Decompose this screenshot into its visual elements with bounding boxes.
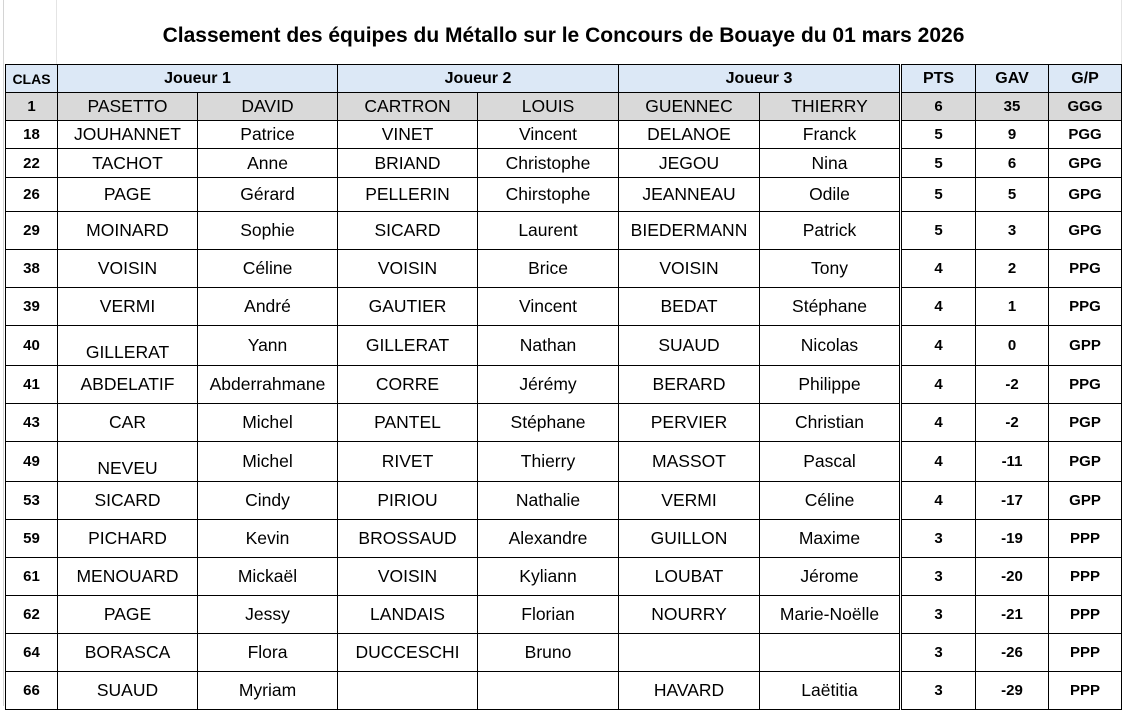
points-cell: 4: [901, 366, 976, 404]
table-row: [6, 149, 1122, 178]
rank-cell: 49: [6, 442, 58, 482]
player2-lastname: BROSSAUD: [338, 520, 478, 558]
rank-cell: 66: [6, 672, 58, 710]
rank-cell: 62: [6, 596, 58, 634]
win-loss-cell: GPP: [1049, 482, 1122, 520]
player2-lastname: SICARD: [338, 212, 478, 250]
goal-average-cell: -21: [976, 596, 1049, 634]
player2-firstname: Thierry: [478, 442, 619, 482]
player2-firstname: Chirstophe: [478, 178, 619, 212]
player3-lastname: MASSOT: [619, 442, 760, 482]
header-gav: GAV: [976, 65, 1049, 93]
player1-lastname: PAGE: [58, 596, 198, 634]
player3-firstname: Christian: [760, 404, 901, 442]
player2-firstname: Vincent: [478, 288, 619, 326]
player3-lastname: BIEDERMANN: [619, 212, 760, 250]
player2-lastname: PELLERIN: [338, 178, 478, 212]
player3-firstname: [760, 634, 901, 672]
goal-average-cell: 0: [976, 326, 1049, 366]
goal-average-cell: 1: [976, 288, 1049, 326]
player2-lastname: [338, 672, 478, 710]
player1-lastname: CAR: [58, 404, 198, 442]
header-gp: G/P: [1049, 65, 1122, 93]
table-row: [6, 93, 1122, 121]
goal-average-cell: -26: [976, 634, 1049, 672]
points-cell: 5: [901, 121, 976, 149]
table-row: [6, 558, 1122, 596]
table-row: [6, 326, 1122, 366]
player3-lastname: GUENNEC: [619, 93, 760, 121]
points-cell: 5: [901, 178, 976, 212]
rank-cell: 38: [6, 250, 58, 288]
win-loss-cell: PPP: [1049, 634, 1122, 672]
win-loss-cell: PPP: [1049, 596, 1122, 634]
player1-lastname: PAGE: [58, 178, 198, 212]
rank-cell: 1: [6, 93, 58, 121]
table-row: [6, 634, 1122, 672]
player1-firstname: Flora: [198, 634, 338, 672]
player3-firstname: Stéphane: [760, 288, 901, 326]
points-cell: 5: [901, 149, 976, 178]
player2-lastname: VOISIN: [338, 558, 478, 596]
header-joueur-3: Joueur 3: [619, 65, 901, 93]
header-pts: PTS: [901, 65, 976, 93]
goal-average-cell: 35: [976, 93, 1049, 121]
player1-lastname: MOINARD: [58, 212, 198, 250]
goal-average-cell: 6: [976, 149, 1049, 178]
player1-firstname: Céline: [198, 250, 338, 288]
player3-lastname: NOURRY: [619, 596, 760, 634]
goal-average-cell: 3: [976, 212, 1049, 250]
rank-cell: 53: [6, 482, 58, 520]
table-row: [6, 250, 1122, 288]
goal-average-cell: -19: [976, 520, 1049, 558]
player2-firstname: Nathalie: [478, 482, 619, 520]
player1-lastname: MENOUARD: [58, 558, 198, 596]
points-cell: 5: [901, 212, 976, 250]
player1-lastname: VOISIN: [58, 250, 198, 288]
win-loss-cell: PGP: [1049, 404, 1122, 442]
player2-lastname: GILLERAT: [338, 326, 478, 366]
player3-firstname: Odile: [760, 178, 901, 212]
goal-average-cell: 2: [976, 250, 1049, 288]
win-loss-cell: PGG: [1049, 121, 1122, 149]
player3-lastname: BERARD: [619, 366, 760, 404]
header-clas: CLAS: [6, 65, 58, 93]
player2-lastname: VOISIN: [338, 250, 478, 288]
points-cell: 3: [901, 558, 976, 596]
page-title: Classement des équipes du Métallo sur le Concours de Bouaye du 01 mars 2026: [162, 24, 965, 47]
player1-firstname: Abderrahmane: [198, 366, 338, 404]
player2-lastname: PIRIOU: [338, 482, 478, 520]
ranking-table: [5, 64, 1122, 710]
table-row: [6, 288, 1122, 326]
points-cell: 6: [901, 93, 976, 121]
goal-average-cell: -29: [976, 672, 1049, 710]
table-row: [6, 366, 1122, 404]
player1-firstname: Patrice: [198, 121, 338, 149]
player1-lastname: ABDELATIF: [58, 366, 198, 404]
win-loss-cell: PGP: [1049, 442, 1122, 482]
player1-lastname: NEVEU: [58, 442, 198, 482]
points-cell: 4: [901, 404, 976, 442]
header-joueur-2: Joueur 2: [338, 65, 619, 93]
player3-lastname: SUAUD: [619, 326, 760, 366]
player3-firstname: Céline: [760, 482, 901, 520]
player3-lastname: DELANOE: [619, 121, 760, 149]
rank-cell: 22: [6, 149, 58, 178]
player2-firstname: Stéphane: [478, 404, 619, 442]
rank-cell: 43: [6, 404, 58, 442]
player3-firstname: Marie-Noëlle: [760, 596, 901, 634]
player3-firstname: Patrick: [760, 212, 901, 250]
player3-firstname: THIERRY: [760, 93, 901, 121]
win-loss-cell: GPG: [1049, 212, 1122, 250]
win-loss-cell: GGG: [1049, 93, 1122, 121]
points-cell: 4: [901, 288, 976, 326]
rank-cell: 39: [6, 288, 58, 326]
player2-lastname: CORRE: [338, 366, 478, 404]
player2-lastname: VINET: [338, 121, 478, 149]
win-loss-cell: PPP: [1049, 672, 1122, 710]
player1-firstname: André: [198, 288, 338, 326]
player2-firstname: Vincent: [478, 121, 619, 149]
player1-firstname: DAVID: [198, 93, 338, 121]
table-row: [6, 178, 1122, 212]
rank-cell: 40: [6, 326, 58, 366]
rank-cell: 26: [6, 178, 58, 212]
table-row: [6, 212, 1122, 250]
player3-lastname: [619, 634, 760, 672]
player1-lastname: TACHOT: [58, 149, 198, 178]
rank-cell: 61: [6, 558, 58, 596]
win-loss-cell: PPP: [1049, 520, 1122, 558]
win-loss-cell: PPG: [1049, 288, 1122, 326]
player2-lastname: PANTEL: [338, 404, 478, 442]
table-row: [6, 520, 1122, 558]
player2-firstname: Jérémy: [478, 366, 619, 404]
goal-average-cell: -20: [976, 558, 1049, 596]
rank-cell: 18: [6, 121, 58, 149]
goal-average-cell: 9: [976, 121, 1049, 149]
player1-firstname: Mickaël: [198, 558, 338, 596]
player3-lastname: HAVARD: [619, 672, 760, 710]
player3-firstname: Laëtitia: [760, 672, 901, 710]
player2-firstname: Bruno: [478, 634, 619, 672]
player3-firstname: Maxime: [760, 520, 901, 558]
player1-lastname: SICARD: [58, 482, 198, 520]
player2-lastname: LANDAIS: [338, 596, 478, 634]
goal-average-cell: -2: [976, 404, 1049, 442]
player3-lastname: JEGOU: [619, 149, 760, 178]
table-row: [6, 442, 1122, 482]
points-cell: 3: [901, 596, 976, 634]
player2-lastname: RIVET: [338, 442, 478, 482]
rank-cell: 59: [6, 520, 58, 558]
player3-lastname: VOISIN: [619, 250, 760, 288]
player3-lastname: PERVIER: [619, 404, 760, 442]
player2-firstname: Laurent: [478, 212, 619, 250]
player3-firstname: Philippe: [760, 366, 901, 404]
player3-lastname: BEDAT: [619, 288, 760, 326]
player1-firstname: Cindy: [198, 482, 338, 520]
points-cell: 4: [901, 250, 976, 288]
player3-lastname: LOUBAT: [619, 558, 760, 596]
player2-firstname: Kyliann: [478, 558, 619, 596]
player2-firstname: Florian: [478, 596, 619, 634]
table-row: [6, 121, 1122, 149]
player3-firstname: Tony: [760, 250, 901, 288]
win-loss-cell: PPG: [1049, 366, 1122, 404]
win-loss-cell: GPG: [1049, 149, 1122, 178]
table-row: [6, 482, 1122, 520]
goal-average-cell: -2: [976, 366, 1049, 404]
spreadsheet: [3, 0, 1123, 706]
player2-lastname: GAUTIER: [338, 288, 478, 326]
player2-firstname: [478, 672, 619, 710]
win-loss-cell: PPP: [1049, 558, 1122, 596]
header-joueur-1: Joueur 1: [58, 65, 338, 93]
player3-firstname: Nicolas: [760, 326, 901, 366]
player1-firstname: Michel: [198, 442, 338, 482]
goal-average-cell: -11: [976, 442, 1049, 482]
table-row: [6, 596, 1122, 634]
player2-firstname: LOUIS: [478, 93, 619, 121]
player2-firstname: Brice: [478, 250, 619, 288]
points-cell: 4: [901, 442, 976, 482]
points-cell: 3: [901, 672, 976, 710]
win-loss-cell: PPG: [1049, 250, 1122, 288]
rank-cell: 29: [6, 212, 58, 250]
table-row: [6, 404, 1122, 442]
rank-cell: 41: [6, 366, 58, 404]
points-cell: 3: [901, 520, 976, 558]
points-cell: 4: [901, 326, 976, 366]
player2-lastname: DUCCESCHI: [338, 634, 478, 672]
points-cell: 4: [901, 482, 976, 520]
player3-firstname: Franck: [760, 121, 901, 149]
player1-lastname: SUAUD: [58, 672, 198, 710]
player2-lastname: BRIAND: [338, 149, 478, 178]
rank-cell: 64: [6, 634, 58, 672]
player1-firstname: Michel: [198, 404, 338, 442]
player1-firstname: Yann: [198, 326, 338, 366]
player1-lastname: JOUHANNET: [58, 121, 198, 149]
player2-firstname: Christophe: [478, 149, 619, 178]
win-loss-cell: GPG: [1049, 178, 1122, 212]
player1-lastname: BORASCA: [58, 634, 198, 672]
player1-firstname: Sophie: [198, 212, 338, 250]
player3-firstname: Pascal: [760, 442, 901, 482]
win-loss-cell: GPP: [1049, 326, 1122, 366]
player3-firstname: Nina: [760, 149, 901, 178]
player1-lastname: PASETTO: [58, 93, 198, 121]
player1-firstname: Jessy: [198, 596, 338, 634]
goal-average-cell: 5: [976, 178, 1049, 212]
player1-firstname: Gérard: [198, 178, 338, 212]
player1-firstname: Anne: [198, 149, 338, 178]
player1-lastname: GILLERAT: [58, 326, 198, 366]
player2-firstname: Alexandre: [478, 520, 619, 558]
player1-lastname: VERMI: [58, 288, 198, 326]
player1-lastname: PICHARD: [58, 520, 198, 558]
player2-firstname: Nathan: [478, 326, 619, 366]
player3-firstname: Jérome: [760, 558, 901, 596]
player1-firstname: Myriam: [198, 672, 338, 710]
goal-average-cell: -17: [976, 482, 1049, 520]
points-cell: 3: [901, 634, 976, 672]
player3-lastname: VERMI: [619, 482, 760, 520]
player3-lastname: GUILLON: [619, 520, 760, 558]
player1-firstname: Kevin: [198, 520, 338, 558]
player3-lastname: JEANNEAU: [619, 178, 760, 212]
header-row: [6, 65, 1122, 93]
player2-lastname: CARTRON: [338, 93, 478, 121]
table-row: [6, 672, 1122, 710]
